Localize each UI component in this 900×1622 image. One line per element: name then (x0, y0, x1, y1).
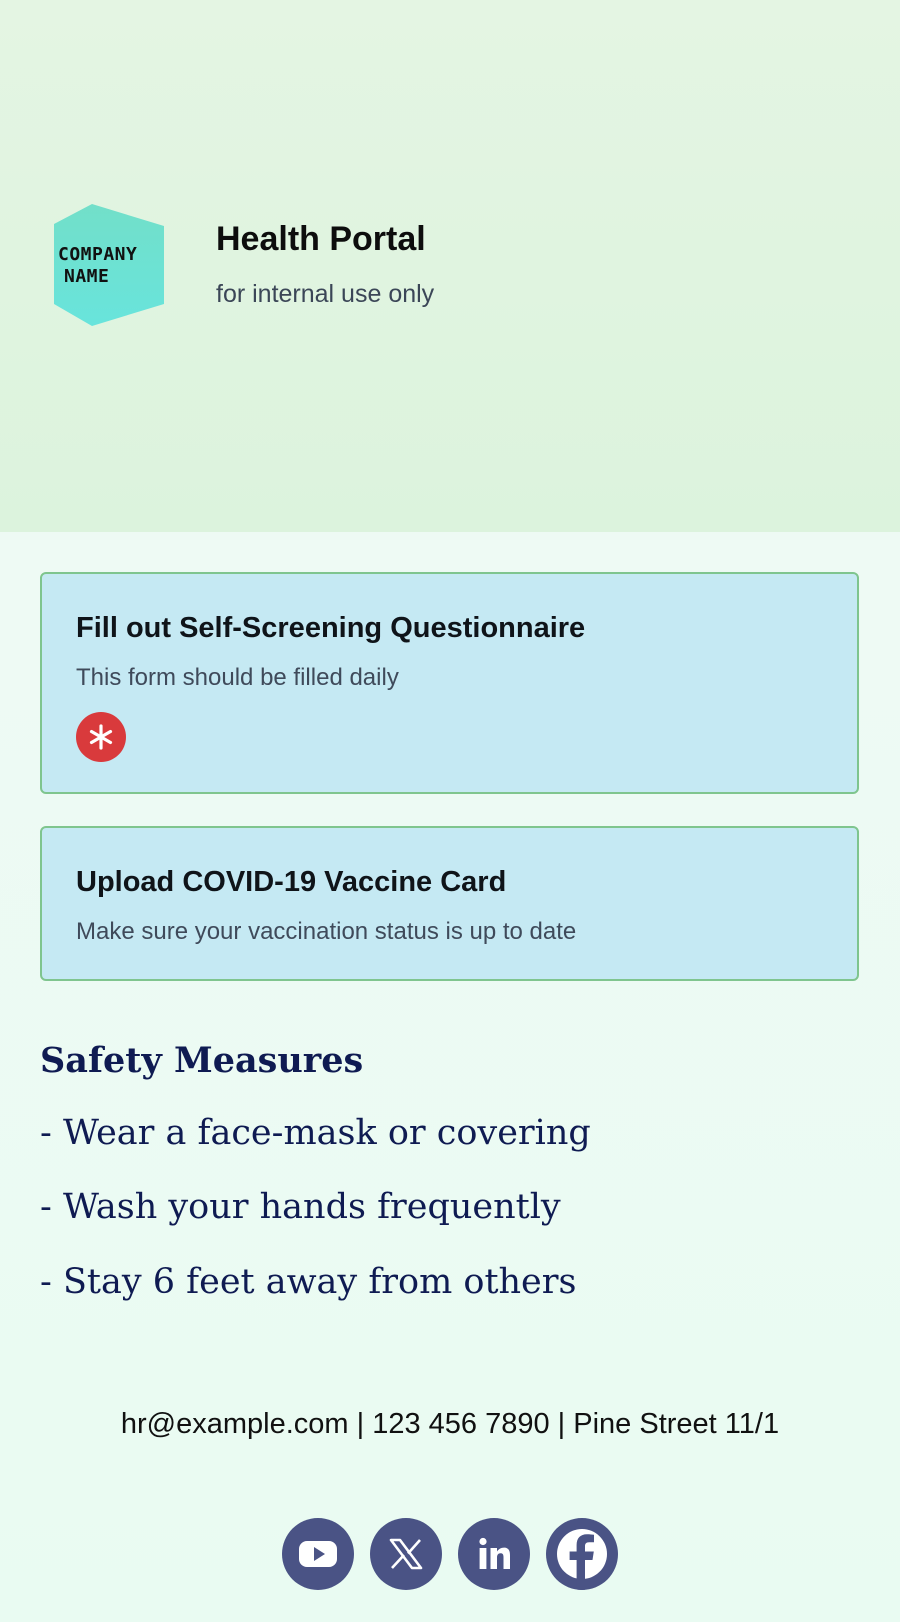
safety-item: - Wear a face-mask or covering (40, 1113, 591, 1153)
safety-item: - Wash your hands frequently (40, 1187, 561, 1227)
vaccine-card-subtitle: Make sure your vaccination status is up to date (76, 918, 577, 945)
youtube-link[interactable] (282, 1518, 354, 1590)
youtube-icon (296, 1532, 340, 1576)
header (0, 0, 900, 532)
social-links (282, 1518, 618, 1592)
x-link[interactable] (370, 1518, 442, 1590)
facebook-icon (546, 1518, 618, 1590)
page-title: Health Portal (216, 220, 426, 258)
vaccine-card-upload[interactable] (40, 826, 859, 981)
company-logo (48, 200, 172, 330)
questionnaire-card-title: Fill out Self-Screening Questionnaire (76, 612, 586, 644)
linkedin-icon (474, 1534, 514, 1574)
x-icon (386, 1534, 426, 1574)
questionnaire-card-subtitle: This form should be filled daily (76, 664, 399, 691)
logo-text-line-1: COMPANY (58, 244, 138, 265)
logo-text (58, 244, 170, 288)
asterisk-icon (76, 712, 126, 762)
logo-text-line-2: NAME (64, 266, 110, 287)
safety-item: - Stay 6 feet away from others (40, 1262, 577, 1302)
facebook-link[interactable] (546, 1518, 618, 1590)
questionnaire-card[interactable] (40, 572, 859, 794)
contact-info: hr@example.com | 123 456 7890 | Pine Street 11/1 (120, 1408, 780, 1440)
vaccine-card-title: Upload COVID-19 Vaccine Card (76, 866, 507, 898)
linkedin-link[interactable] (458, 1518, 530, 1590)
page-subtitle: for internal use only (216, 280, 435, 308)
safety-measures-title: Safety Measures (40, 1040, 364, 1081)
